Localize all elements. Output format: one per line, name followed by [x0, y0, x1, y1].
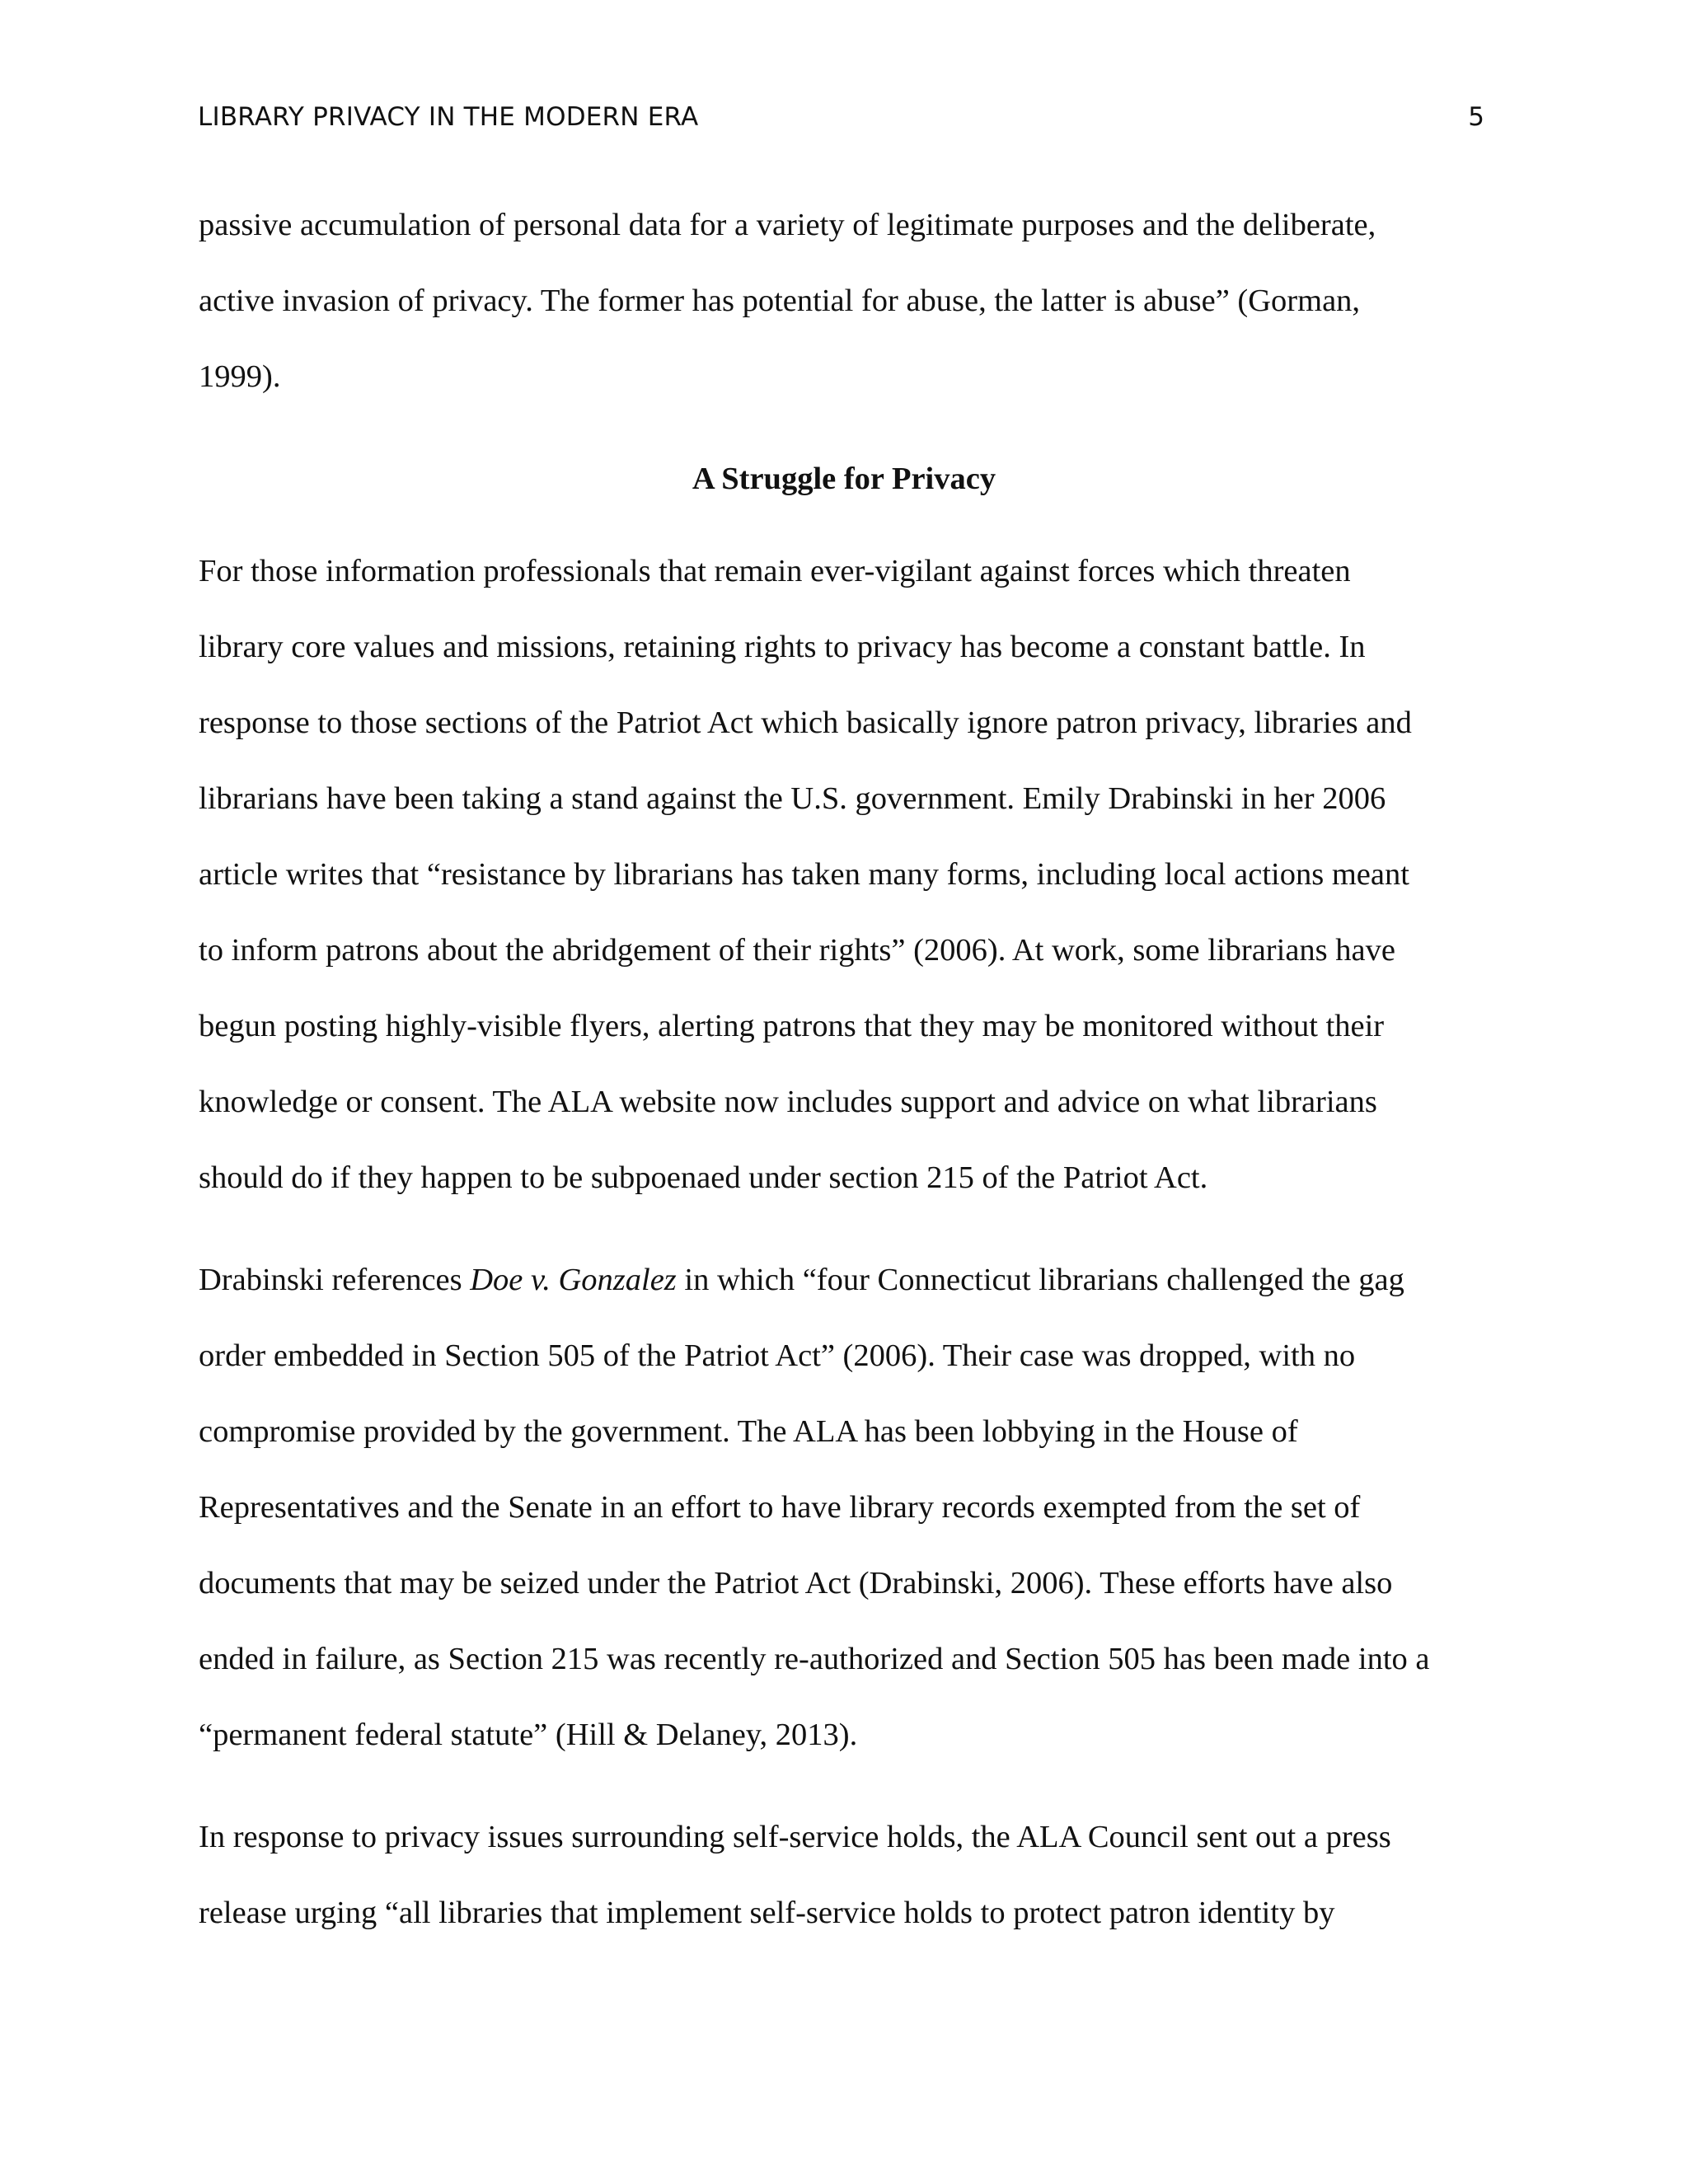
paragraph-2-line-9: should do if they happen to be subpoenaed under section 215 of the Patriot Act.	[199, 1160, 1208, 1195]
paragraph-1-line-1: passive accumulation of personal data for a variety of legitimate purposes and the deliberate,	[199, 208, 1376, 242]
paragraph-3-line-5: documents that may be seized under the Patriot Act (Drabinski, 2006). These efforts have also	[199, 1566, 1393, 1601]
paragraph-3-line-1-after: in which “four Connecticut librarians challenged the gag	[676, 1263, 1404, 1297]
paragraph-2-line-1: For those information professionals that remain ever-vigilant against forces which threaten	[199, 554, 1351, 588]
paragraph-3-line-7: “permanent federal statute” (Hill & Delaney, 2013).	[199, 1718, 858, 1752]
paragraph-3-line-1	[199, 1261, 1404, 1299]
paragraph-2-line-5: article writes that “resistance by librarians has taken many forms, including local actions meant	[199, 857, 1409, 892]
paragraph-4-line-2: release urging “all libraries that implement self-service holds to protect patron identity by	[199, 1896, 1335, 1930]
paragraph-3-line-3: compromise provided by the government. The ALA has been lobbying in the House of	[199, 1414, 1298, 1449]
paragraph-3-line-6: ended in failure, as Section 215 was recently re-authorized and Section 505 has been made into a	[199, 1642, 1430, 1676]
paragraph-2-line-7: begun posting highly-visible flyers, alerting patrons that they may be monitored without their	[199, 1009, 1385, 1043]
paragraph-2-line-4: librarians have been taking a stand against the U.S. government. Emily Drabinski in her 2006	[199, 781, 1386, 816]
running-head: LIBRARY PRIVACY IN THE MODERN ERA	[198, 102, 699, 132]
paragraph-4-line-1: In response to privacy issues surrounding self-service holds, the ALA Council sent out a press	[199, 1820, 1391, 1854]
paragraph-3-line-1-before: Drabinski references	[199, 1263, 471, 1297]
paragraph-3-line-2: order embedded in Section 505 of the Patriot Act” (2006). Their case was dropped, with no	[199, 1338, 1356, 1373]
page-number: 5	[1468, 102, 1484, 132]
paragraph-1-line-2: active invasion of privacy. The former has potential for abuse, the latter is abuse” (Gorman,	[199, 284, 1361, 318]
paragraph-2-line-6: to inform patrons about the abridgement of their rights” (2006). At work, some librarians have	[199, 933, 1395, 968]
section-heading: A Struggle for Privacy	[692, 462, 996, 496]
case-citation: Doe v. Gonzalez	[470, 1263, 677, 1297]
paragraph-2-line-2: library core values and missions, retaining rights to privacy has become a constant battle. In	[199, 630, 1366, 664]
paragraph-3-line-4: Representatives and the Senate in an effort to have library records exempted from the set of	[199, 1490, 1361, 1525]
paragraph-2-line-8: knowledge or consent. The ALA website now includes support and advice on what librarians	[199, 1085, 1377, 1119]
paragraph-2-line-3: response to those sections of the Patriot Act which basically ignore patron privacy, libraries and	[199, 705, 1412, 740]
paragraph-1-line-3: 1999).	[199, 359, 281, 394]
